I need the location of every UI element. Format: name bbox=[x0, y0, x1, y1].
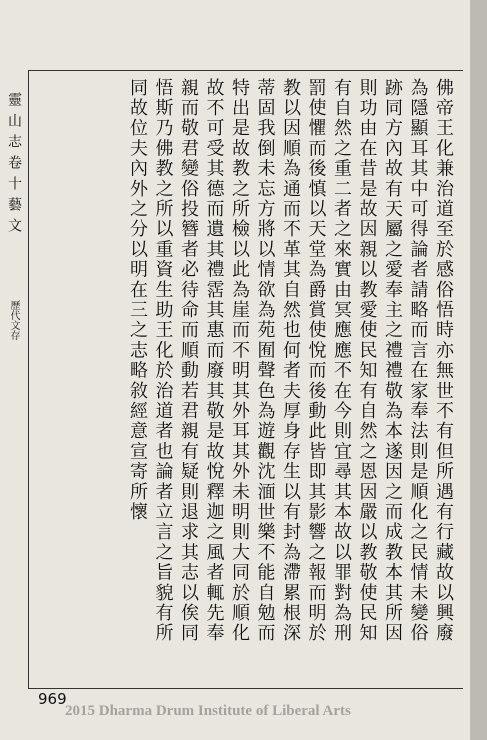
watermark: 2015 Dharma Drum Institute of Liberal Arts bbox=[65, 703, 351, 719]
text-column: 跡同方內故有天屬之愛奉主之禮禮敬為本遂因之而成教本其所因 bbox=[382, 78, 403, 644]
text-column: 同故位夫內外之分以明在三之志略敘經意宣寄所懷 bbox=[127, 78, 148, 523]
body-text bbox=[36, 78, 456, 683]
text-column: 罰使懼而後慎以天堂為爵賞使悅而後動此皆即其影響之報而明於 bbox=[305, 78, 327, 644]
text-column: 特出是故教之所檢以此為崖而不明其外耳其外未明則大同於順化 bbox=[229, 78, 250, 644]
text-column: 蒂固我倒未忘方將以情欲為苑囿聲色為遊觀沈湎世樂不能自勉而 bbox=[254, 78, 276, 644]
text-column: 為隱顯耳其中可得論者請略而言在家奉法則是順化之民情未變俗 bbox=[407, 78, 429, 644]
text-column: 則功由在昔是故因親以教愛使民知有自然之恩因嚴以教敬使民知 bbox=[356, 78, 378, 644]
frame-left-rule bbox=[28, 70, 29, 688]
side-margin-title: 靈山志卷十藝文 bbox=[6, 92, 22, 239]
frame-bottom-rule bbox=[28, 688, 463, 689]
text-column: 佛帝王化兼治道至於感俗悟時亦無世不有但所遇有行藏故以興廢 bbox=[433, 78, 454, 644]
frame-top-rule bbox=[28, 70, 463, 71]
side-margin-subtitle: 歷代文存 bbox=[8, 300, 19, 340]
text-column: 有自然之重二者之來實由冥應應不在今則宜尋其本故以罪對為刑 bbox=[331, 78, 352, 644]
text-column: 親而敬君變俗投簪者必待命而順動若君親有疑則退求其志以俟同 bbox=[178, 78, 199, 644]
scan-edge bbox=[470, 0, 487, 740]
text-column: 教以因順為通而不革其自然也何者夫厚身存生以有封為滯累根深 bbox=[280, 78, 301, 644]
text-column: 悟斯乃佛教之所以重資生助王化於治道者也論者立言之旨貌有所 bbox=[152, 78, 174, 644]
text-column: 故不可受其德而遺其禮霑其惠而廢其敬是故悅釋迦之風者輒先奉 bbox=[203, 78, 225, 644]
page-number: 969 bbox=[38, 690, 67, 708]
